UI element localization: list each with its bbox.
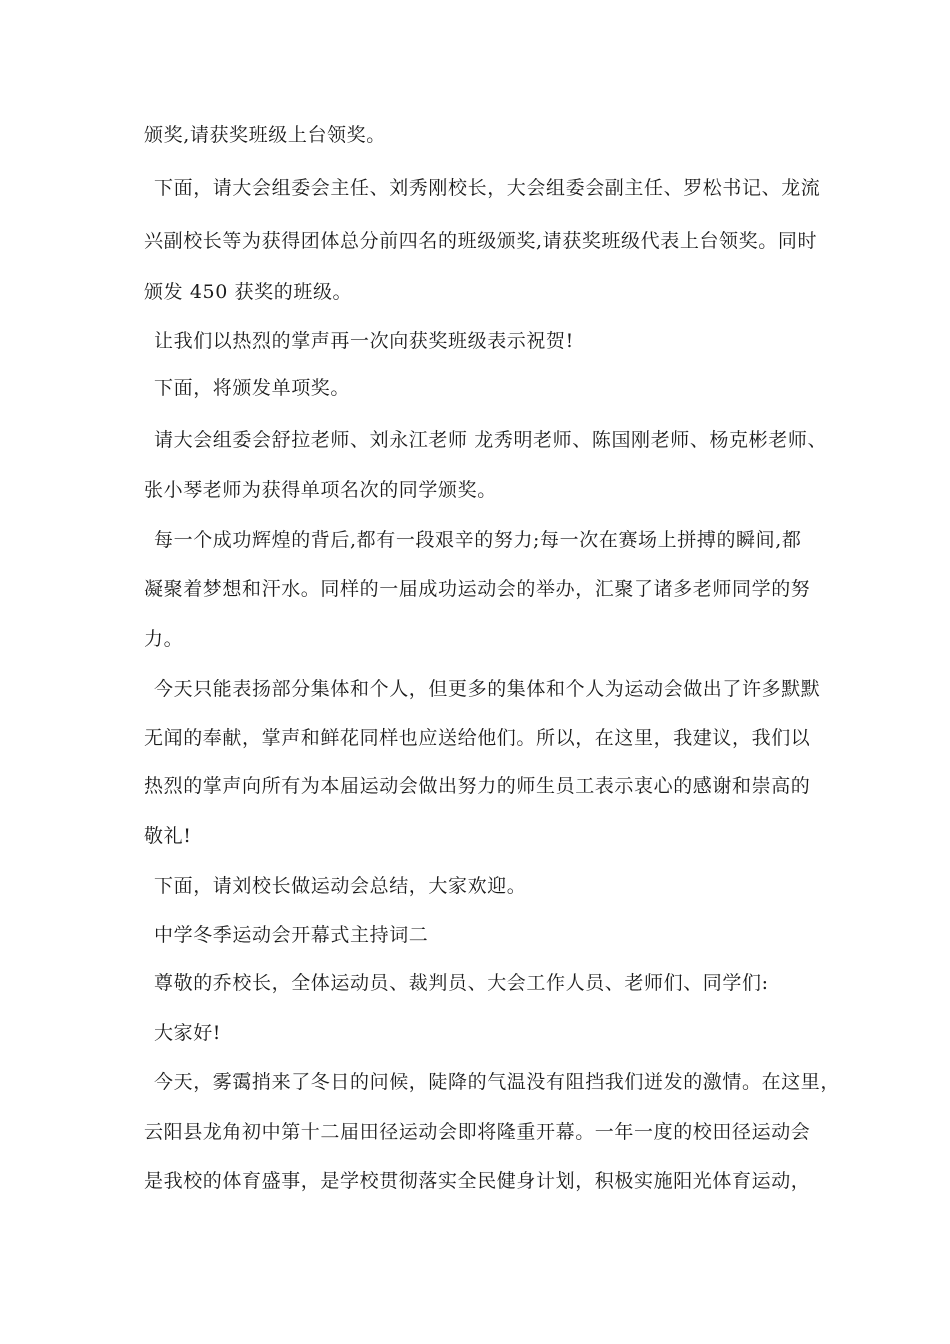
text-line: 无闻的奉献，掌声和鲜花同样也应送给他们。所以，在这里，我建议，我们以 bbox=[144, 727, 811, 749]
text-line: 敬礼! bbox=[144, 825, 192, 847]
greeting: 大家好! bbox=[154, 1022, 222, 1044]
paragraph-start: 让我们以热烈的掌声再一次向获奖班级表示祝贺! bbox=[154, 330, 574, 352]
text-line: 颁发 450 获奖的班级。 bbox=[144, 281, 353, 303]
salutation: 尊敬的乔校长，全体运动员、裁判员、大会工作人员、老师们、同学们: bbox=[154, 972, 769, 994]
text-line: 颁奖,请获奖班级上台领奖。 bbox=[144, 124, 386, 146]
text-line: 凝聚着梦想和汗水。同样的一届成功运动会的举办，汇聚了诸多老师同学的努 bbox=[144, 578, 811, 600]
text-line: 热烈的掌声向所有为本届运动会做出努力的师生员工表示衷心的感谢和崇高的 bbox=[144, 775, 811, 797]
text-line: 力。 bbox=[144, 628, 184, 650]
paragraph-start: 请大会组委会舒拉老师、刘永江老师 龙秀明老师、陈国刚老师、杨克彬老师、 bbox=[154, 429, 828, 451]
paragraph-start: 今天，雾霭捎来了冬日的问候，陡降的气温没有阻挡我们迸发的激情。在这里， bbox=[154, 1071, 841, 1093]
text-line: 是我校的体育盛事，是学校贯彻落实全民健身计划，积极实施阳光体育运动， bbox=[144, 1170, 811, 1192]
paragraph-start: 下面，请刘校长做运动会总结，大家欢迎。 bbox=[154, 875, 527, 897]
text-line: 兴副校长等为获得团体总分前四名的班级颁奖,请获奖班级代表上台领奖。同时 bbox=[144, 230, 818, 252]
text-line: 云阳县龙角初中第十二届田径运动会即将隆重开幕。一年一度的校田径运动会 bbox=[144, 1121, 811, 1143]
section-heading: 中学冬季运动会开幕式主持词二 bbox=[154, 924, 429, 946]
paragraph-start: 下面，将颁发单项奖。 bbox=[154, 377, 351, 399]
paragraph-start: 下面，请大会组委会主任、刘秀刚校长，大会组委会副主任、罗松书记、龙流 bbox=[154, 177, 821, 199]
paragraph-start: 每一个成功辉煌的背后,都有一段艰辛的努力;每一次在赛场上拼搏的瞬间,都 bbox=[154, 529, 802, 551]
text-line: 张小琴老师为获得单项名次的同学颁奖。 bbox=[144, 479, 497, 501]
paragraph-start: 今天只能表扬部分集体和个人，但更多的集体和个人为运动会做出了许多默默 bbox=[154, 678, 821, 700]
